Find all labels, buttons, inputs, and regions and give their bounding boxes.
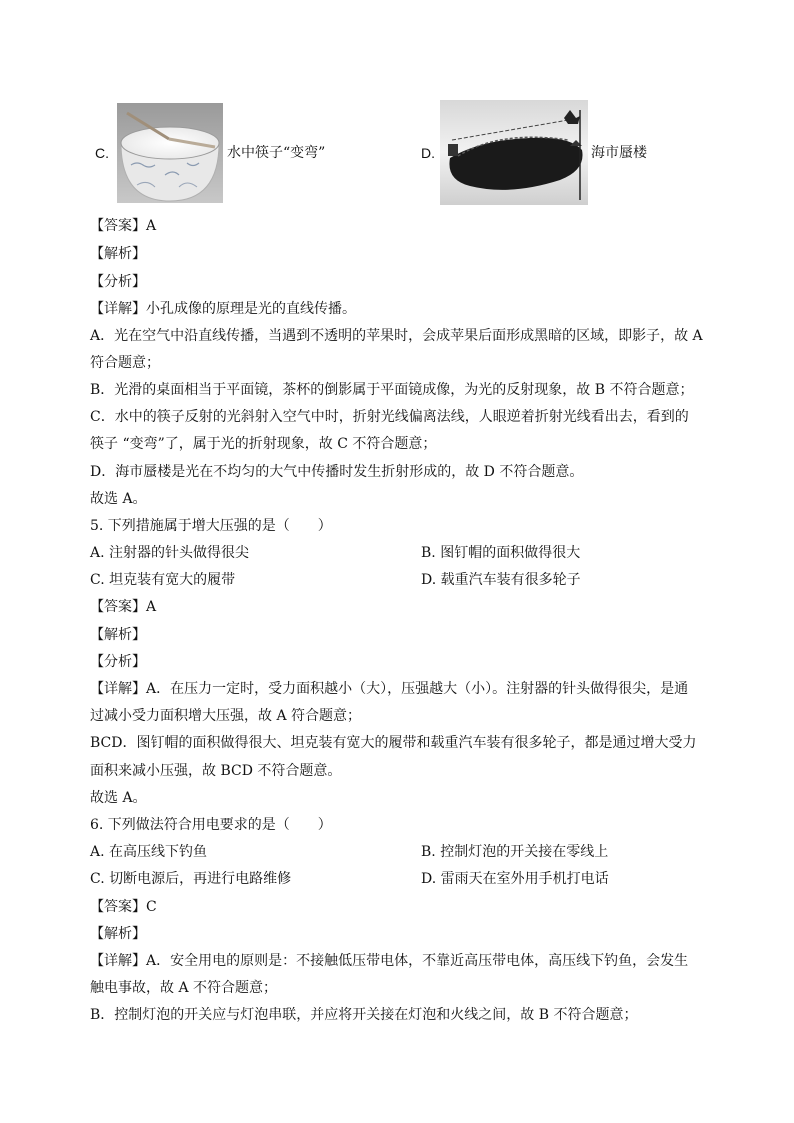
- q5-jiexi: 【解析】: [90, 627, 146, 643]
- q5-line: BCD．图钉帽的面积做得很大、坦克装有宽大的履带和载重汽车装有很多轮子，都是通过增大受力: [90, 735, 697, 751]
- q5-line: 过减小受力面积增大压强，故 A 符合题意；: [90, 708, 362, 724]
- q5-option-c: C. 坦克装有宽大的履带: [90, 572, 236, 588]
- q5-option-d: D. 载重汽车装有很多轮子: [421, 572, 581, 588]
- mirage-diagram-icon: [440, 100, 588, 205]
- q5-fenxi: 【分析】: [90, 654, 146, 670]
- q4-line: 符合题意；: [90, 355, 160, 371]
- q5-answer: 【答案】A: [90, 599, 157, 615]
- q6-option-b: B. 控制灯泡的开关接在零线上: [421, 844, 609, 860]
- q4-line: D．海市蜃楼是光在不均匀的大气中传播时发生折射形成的，故 D 不符合题意。: [90, 464, 584, 480]
- q6-option-c: C. 切断电源后，再进行电路维修: [90, 871, 292, 887]
- option-d-letter: D.: [421, 145, 435, 161]
- q4-line: 故选 A。: [90, 491, 147, 507]
- q5-line: 【详解】A．在压力一定时，受力面积越小（大），压强越大（小）。注射器的针头做得很尖，是通: [90, 681, 689, 697]
- q4-answer: 【答案】A: [90, 218, 157, 234]
- q6-option-a: A. 在高压线下钓鱼: [90, 844, 208, 860]
- q5-stem: 5. 下列措施属于增大压强的是（ ）: [90, 518, 332, 534]
- q6-line: 触电事故，故 A 不符合题意；: [90, 980, 278, 996]
- q4-jiexi: 【解析】: [90, 246, 146, 262]
- option-c-caption: 水中筷子“变弯”: [227, 145, 326, 161]
- q5-option-b: B. 图钉帽的面积做得很大: [421, 545, 581, 561]
- q6-answer: 【答案】C: [90, 899, 157, 915]
- q5-line: 面积来减小压强，故 BCD 不符合题意。: [90, 763, 342, 779]
- chopstick-in-bowl-photo-icon: [117, 103, 223, 203]
- q4-fenxi: 【分析】: [90, 274, 146, 290]
- q6-stem: 6. 下列做法符合用电要求的是（ ）: [90, 817, 332, 833]
- q6-line: 【详解】A．安全用电的原则是：不接触低压带电体，不靠近高压带电体，高压线下钓鱼，会发生: [90, 953, 689, 969]
- q6-option-d: D. 雷雨天在室外用手机打电话: [421, 871, 609, 887]
- q6-jiexi: 【解析】: [90, 926, 146, 942]
- q4-line: A．光在空气中沿直线传播，当遇到不透明的苹果时，会成苹果后面形成黑暗的区域，即影子，故 A: [90, 328, 703, 344]
- option-c-letter: C.: [95, 145, 109, 161]
- q4-detail: 【详解】小孔成像的原理是光的直线传播。: [90, 301, 356, 317]
- q6-line: B．控制灯泡的开关应与灯泡串联，并应将开关接在灯泡和火线之间，故 B 不符合题意；: [90, 1007, 638, 1023]
- q5-line: 故选 A。: [90, 790, 147, 806]
- option-d-caption: 海市蜃楼: [591, 145, 647, 161]
- q5-option-a: A. 注射器的针头做得很尖: [90, 545, 250, 561]
- q4-line: B．光滑的桌面相当于平面镜，茶杯的倒影属于平面镜成像，为光的反射现象，故 B 不符合题意；: [90, 382, 694, 398]
- q4-line: 筷子 “变弯”了，属于光的折射现象，故 C 不符合题意；: [90, 436, 437, 452]
- q4-line: C．水中的筷子反射的光斜射入空气中时，折射光线偏离法线，人眼逆着折射光线看出去，看到的: [90, 409, 689, 425]
